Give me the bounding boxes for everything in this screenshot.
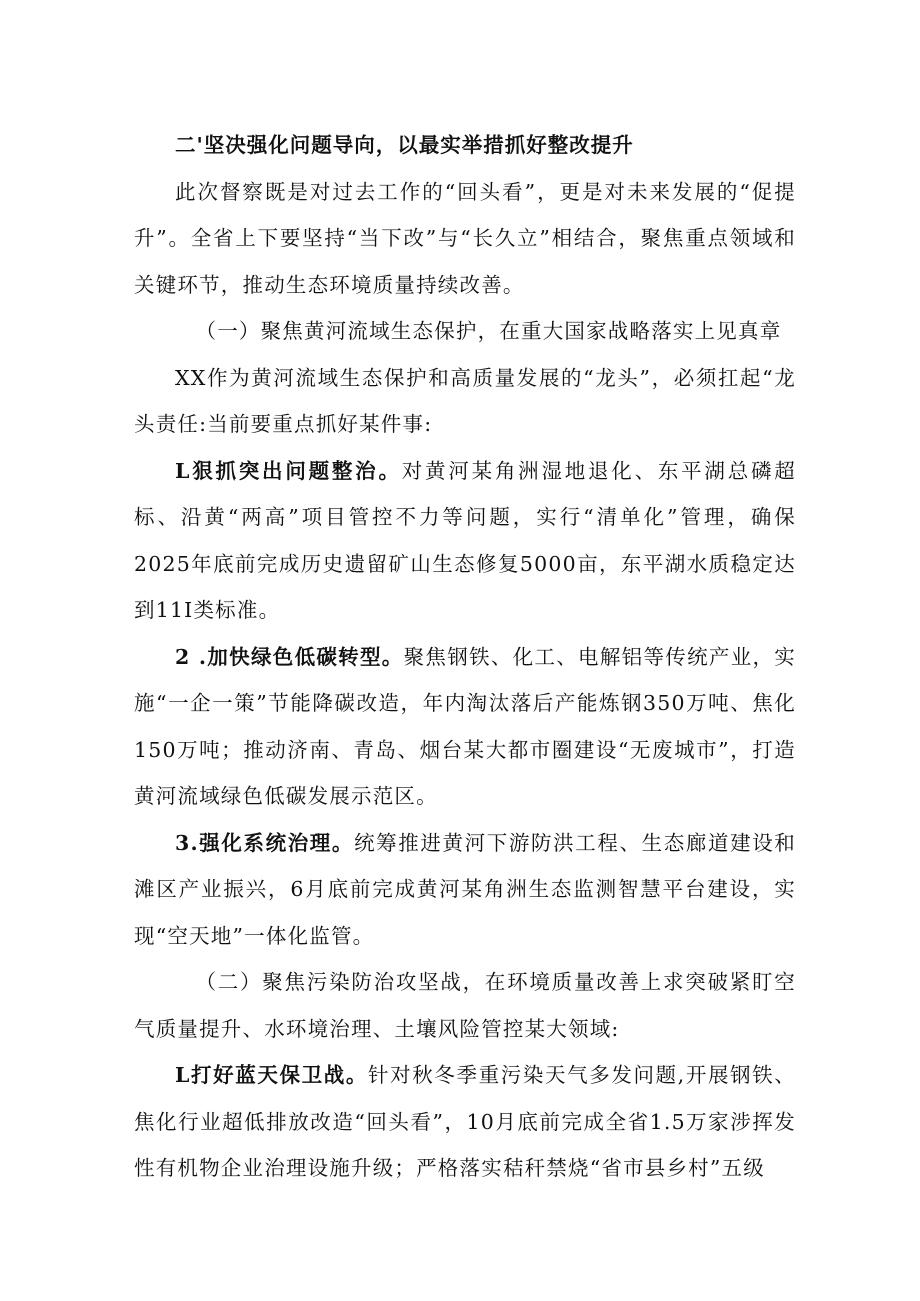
- list-item-2-lead: 2 .加快绿色低碳转型。: [175, 644, 404, 669]
- subsection-title-2: （二）聚焦污染防治攻坚战，在环境质量改善上求突破紧盯空气质量提升、水环境治理、土壤风险管控某大领域:: [134, 970, 796, 1041]
- list-item-2: [134, 634, 796, 820]
- list-item-4-lead: L打好蓝天保卫战。: [175, 1063, 368, 1087]
- list-item-4: [134, 1052, 796, 1192]
- list-item-1-lead: L狠抓突出问题整治。: [175, 458, 402, 483]
- list-item-3-lead: 3.强化系统治理。: [175, 830, 355, 855]
- paragraph-longtou: XX作为黄河流域生态保护和高质量发展的“龙头”，必须扛起“龙头责任:当前要重点抓好某件事:: [134, 365, 796, 436]
- list-item-4-body: 针对秋冬季重污染天气多发问题,开展钢铁、焦化行业超低排放改造“回头看”，10月底前完成全省1.5万家涉挥发性有机物企业治理设施升级；严格落实秸秆禁烧“省市县乡村”五级: [134, 1063, 796, 1180]
- list-item-1-body: 对黄河某角洲湿地退化、东平湖总磷超标、沿黄“两高”项目管控不力等问题，实行“清单化”管理，确保2025年底前完成历史遗留矿山生态修复5000亩，东平湖水质稳定达到11I类标准。: [134, 458, 796, 622]
- list-item-2-body: 聚焦钢铁、化工、电解铝等传统产业，实施“一企一策”节能降碳改造，年内淘汰落后产能炼钢350万吨、焦化150万吨；推动济南、青岛、烟台某大都市圈建设“无废城市”，打造黄河流域绿色低碳发展示范区。: [134, 644, 797, 808]
- intro-paragraph: 此次督察既是对过去工作的“回头看”，更是对未来发展的“促提升”。全省上下要坚持“当下改”与“长久立”相结合，聚焦重点领域和关键环节，推动生态环境质量持续改善。: [134, 179, 796, 297]
- list-item-3: [134, 820, 796, 960]
- section-heading: 二'坚决强化问题导向，以最实举措抓好整改提升: [175, 133, 634, 157]
- list-item-1: [134, 448, 796, 634]
- list-item-3-body: 统筹推进黄河下游防洪工程、生态廊道建设和滩区产业振兴，6月底前完成黄河某角洲生态监测智慧平台建设，实现“空天地”一体化监管。: [134, 830, 797, 948]
- subsection-title-1: （一）聚焦黄河流域生态保护，在重大国家战略落实上见真章: [195, 319, 782, 343]
